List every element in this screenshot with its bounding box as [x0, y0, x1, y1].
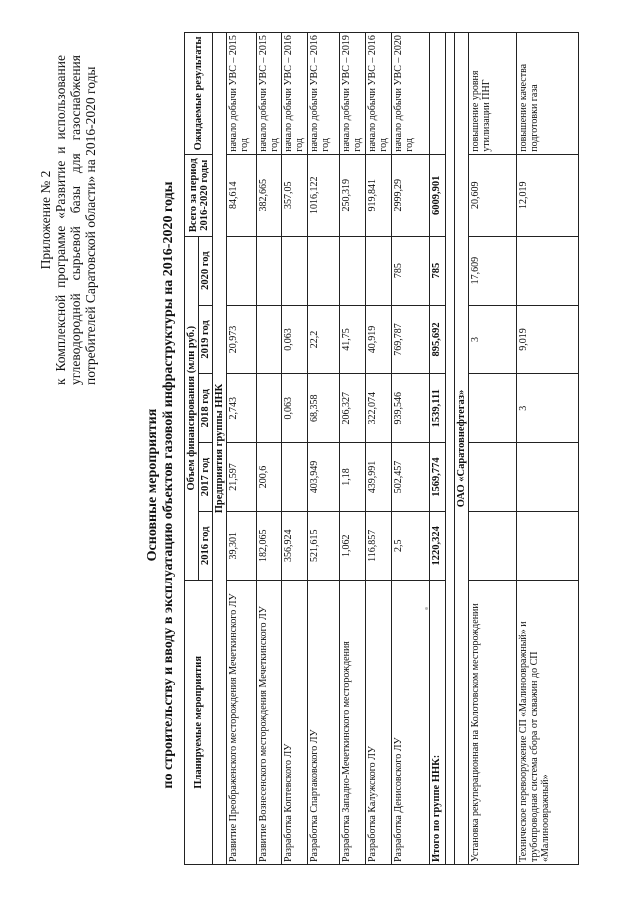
cell-2019: 9,019	[517, 305, 579, 374]
cell-2016: 356,924	[282, 511, 308, 580]
table-row	[366, 33, 392, 865]
cell-2016: 116,857	[366, 511, 392, 580]
cell-2018: 2,743	[227, 374, 257, 443]
cell-total: 382,665	[257, 154, 282, 236]
cell-result	[430, 33, 446, 155]
section-title: ОАО «Саратовнефтегаз»	[455, 33, 469, 865]
table-row	[308, 33, 340, 865]
cell-total: 919,841	[366, 154, 392, 236]
cell-total: 12,019	[517, 154, 579, 236]
header-year: 2020 год	[199, 236, 213, 305]
header-total: Всего за период 2016-2020 годы	[185, 154, 213, 236]
cell-total: 84,614	[227, 154, 257, 236]
cell-2016: 182,065	[257, 511, 282, 580]
cell-total: 6009,901	[430, 154, 446, 236]
cell-2017: 1,18	[340, 443, 366, 512]
header-year: 2016 год	[199, 511, 213, 580]
cell-result: начало добычи УВС – 2016 год	[308, 33, 340, 155]
cell-2019: 40,919	[366, 305, 392, 374]
cell-2017	[517, 443, 579, 512]
cell-2019	[257, 305, 282, 374]
appendix-block	[38, 55, 98, 385]
cell-2017: 502,457	[392, 443, 430, 512]
cell-total: 2999,29	[392, 154, 430, 236]
spacer-row	[446, 33, 455, 865]
document-heading	[145, 105, 177, 865]
total-row	[430, 33, 446, 865]
cell-activity: Итого по группе ННК:	[430, 580, 446, 864]
cell-activity: Разработка Коптевского ЛУ	[282, 580, 308, 864]
cell-2016	[517, 511, 579, 580]
cell-2016	[469, 511, 517, 580]
cell-result: начало добычи УВС – 2020 год	[392, 33, 430, 155]
cell-2020	[517, 236, 579, 305]
activities-table	[184, 32, 579, 865]
table-row	[227, 33, 257, 865]
cell-result: начало добычи УВС – 2016 год	[366, 33, 392, 155]
cell-total: 250,319	[340, 154, 366, 236]
table-row	[340, 33, 366, 865]
header-year: 2019 год	[199, 305, 213, 374]
cell-2016: 1220,324	[430, 511, 446, 580]
heading-line-2: по строительству и вводу в эксплуатацию объектов газовой инфраструктуры на 2016-2020 годы	[161, 181, 176, 789]
cell-2018: 0,063	[282, 374, 308, 443]
cell-result: начало добычи УВС – 2015 год	[257, 33, 282, 155]
table-row	[517, 33, 579, 865]
appendix-text: к Комплексной программе «Развитие и использование углеводородной сырьевой базы для газоснабжения потребителей Саратовской области» на 2016-2020 годы	[53, 55, 98, 385]
cell-activity: Разработка Западно-Мечеткинского месторождения	[340, 580, 366, 864]
cell-2017	[469, 443, 517, 512]
cell-2019: 22,2	[308, 305, 340, 374]
cell-result: начало добычи УВС – 2019 год	[340, 33, 366, 155]
cell-2020	[366, 236, 392, 305]
cell-2019: 895,692	[430, 305, 446, 374]
spacer-cell	[446, 33, 455, 865]
cell-2020	[227, 236, 257, 305]
cell-2017: 21,597	[227, 443, 257, 512]
cell-activity: Разработка Калужского ЛУ	[366, 580, 392, 864]
table-row	[257, 33, 282, 865]
cell-result: повышение уровня утилизации ПНГ	[469, 33, 517, 155]
cell-2018: 3	[517, 374, 579, 443]
cell-2019: 41,75	[340, 305, 366, 374]
cell-2017: 439,991	[366, 443, 392, 512]
cell-2018	[469, 374, 517, 443]
cell-total: 357,05	[282, 154, 308, 236]
cell-total: 1016,122	[308, 154, 340, 236]
cell-2020: 17,609	[469, 236, 517, 305]
cell-2020: 785	[392, 236, 430, 305]
section-row	[455, 33, 469, 865]
cell-2016: 521,615	[308, 511, 340, 580]
cell-2016: 1,062	[340, 511, 366, 580]
cell-result: начало добычи УВС – 2016 год	[282, 33, 308, 155]
cell-2020	[340, 236, 366, 305]
cell-2016: 2,5	[392, 511, 430, 580]
cell-2017: 403,949	[308, 443, 340, 512]
cell-2018	[257, 374, 282, 443]
cell-2016: 39,301	[227, 511, 257, 580]
cell-activity: Разработка Спартаковского ЛУ	[308, 580, 340, 864]
table-body	[213, 33, 579, 865]
cell-result: повышение качества подготовки газа	[517, 33, 579, 155]
cell-2017: 200,6	[257, 443, 282, 512]
cell-2020	[282, 236, 308, 305]
cell-activity: Установка рекуперационная на Колотовском месторождении	[469, 580, 517, 864]
header-row	[185, 33, 199, 865]
cell-2019: 0,063	[282, 305, 308, 374]
heading-line-1: Основные мероприятия	[145, 408, 160, 562]
cell-2018: 322,074	[366, 374, 392, 443]
cell-2020	[308, 236, 340, 305]
cell-2018: 939,546	[392, 374, 430, 443]
header-year: 2018 год	[199, 374, 213, 443]
table-row	[469, 33, 517, 865]
cell-2017: 1569,774	[430, 443, 446, 512]
cell-2017	[282, 443, 308, 512]
header-activity: Планируемые мероприятия	[185, 580, 213, 864]
cell-2020	[257, 236, 282, 305]
cell-2018: 1539,111	[430, 374, 446, 443]
header-year: 2017 год	[199, 443, 213, 512]
cell-result: начало добычи УВС – 2015 год	[227, 33, 257, 155]
cell-activity: Развитие Вознесенского месторождения Мечеткинского ЛУ	[257, 580, 282, 864]
header-funding: Объем финансирования (млн руб.)	[185, 236, 199, 580]
cell-2018: 68,358	[308, 374, 340, 443]
cell-2019: 769,787	[392, 305, 430, 374]
section-title: Предприятия группы ННК	[213, 33, 227, 865]
table-row	[282, 33, 308, 865]
cell-2019: 3	[469, 305, 517, 374]
cell-2018: 206,327	[340, 374, 366, 443]
appendix-title: Приложение № 2	[38, 170, 53, 270]
cell-total: 20,609	[469, 154, 517, 236]
header-results: Ожидаемые результаты	[185, 33, 213, 155]
cell-2020: 785	[430, 236, 446, 305]
cell-activity: Техническое перевооружение СП «Малиноовражный» и трубопроводная система сбора от скважин до СП «Малиноовражный»	[517, 580, 579, 864]
cell-activity: Развитие Преображенского месторождения Мечеткинского ЛУ	[227, 580, 257, 864]
cell-activity: Разработка Денисовского ЛУ	[392, 580, 430, 864]
section-row	[213, 33, 227, 865]
table-row	[392, 33, 430, 865]
cell-2019: 20,973	[227, 305, 257, 374]
